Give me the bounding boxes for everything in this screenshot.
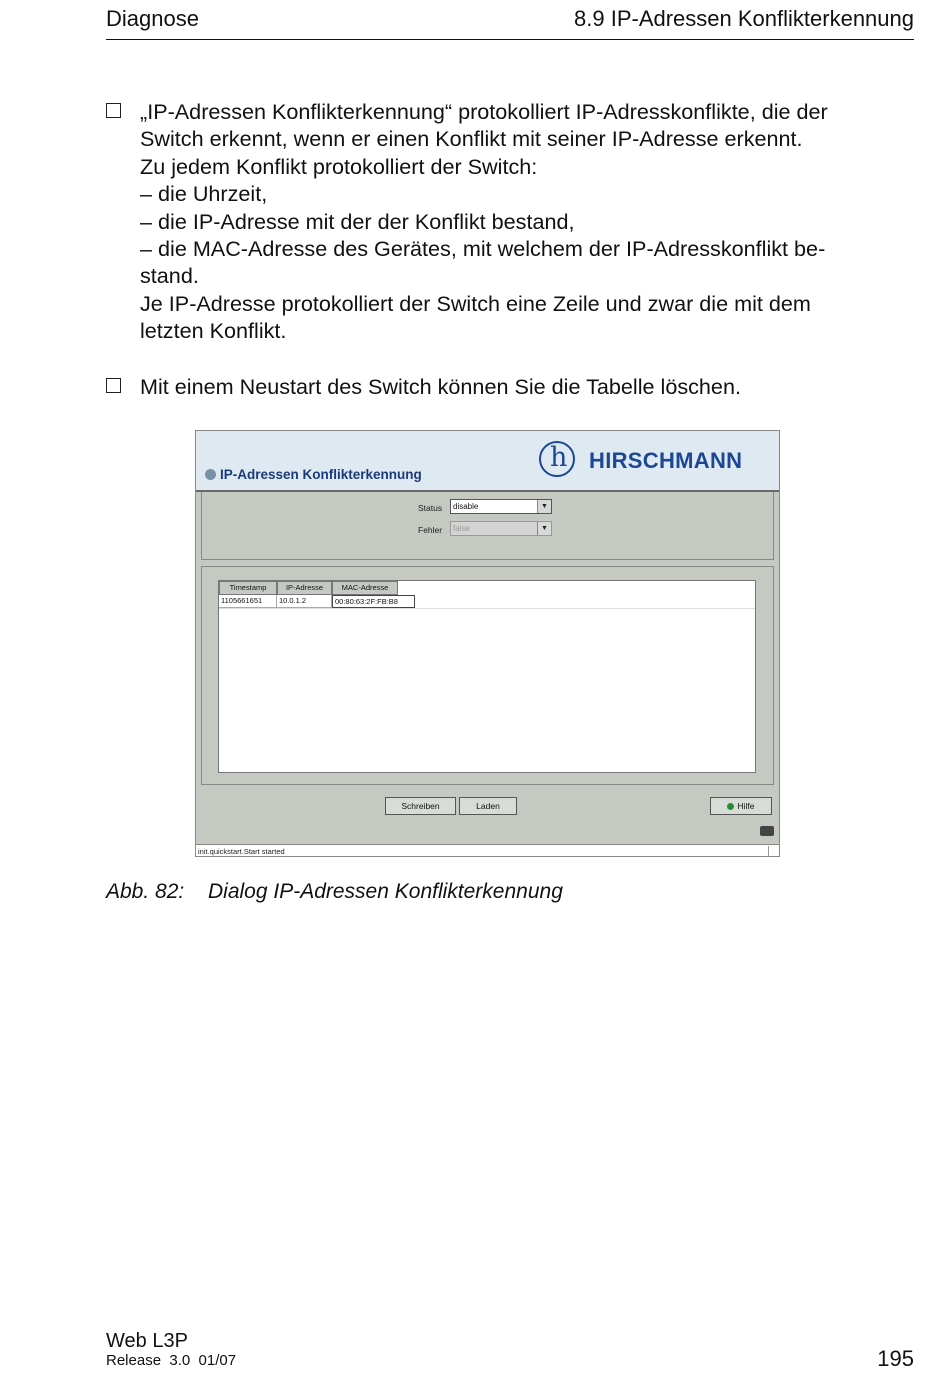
bullet-line: – die IP-Adresse mit der der Konflikt bestand, (140, 208, 575, 234)
bullet-line: letzten Konflikt. (140, 318, 287, 344)
footer-release: Release 3.0 01/07 (106, 1352, 237, 1369)
fehler-label: Fehler (418, 525, 443, 535)
bullet-checkbox-icon (106, 378, 121, 393)
footer-title: Web L3P (106, 1330, 188, 1352)
conflict-table (218, 580, 756, 773)
hirschmann-logo-text: HIRSCHMANN (589, 448, 743, 473)
bullet-line: Switch erkennt, wenn er einen Konflikt mit seiner IP-Adresse erkennt. (140, 126, 803, 152)
chevron-down-icon[interactable]: ▼ (537, 500, 551, 513)
header-rule (106, 39, 914, 40)
table-header-timestamp[interactable]: Timestamp (219, 581, 277, 595)
bullet-item-2 (106, 373, 916, 400)
bullet-line: – die MAC-Adresse des Gerätes, mit welchem der IP-Adresskonflikt be- (140, 236, 826, 262)
resize-grip-icon[interactable] (768, 846, 779, 856)
dialog-title-icon (205, 469, 216, 480)
figure-caption (106, 880, 563, 904)
status-bar-text: init.quickstart.Start started (198, 847, 285, 856)
table-cell[interactable]: 00:80:63:2F:FB:B8 (332, 595, 415, 608)
figure-caption-text: Dialog IP-Adressen Konflikterkennung (208, 880, 563, 903)
chevron-down-icon: ▼ (537, 522, 551, 535)
bullet-text (140, 373, 916, 400)
page-header-section: 8.9 IP-Adressen Konflikterkennung (574, 6, 914, 31)
bullet-line: stand. (140, 263, 199, 289)
table-divider (219, 608, 755, 609)
bullet-line: Mit einem Neustart des Switch können Sie die Tabelle löschen. (140, 374, 741, 399)
table-cell[interactable]: 10.0.1.2 (277, 595, 332, 608)
dialog-header (196, 431, 779, 492)
hirschmann-logo-icon (539, 441, 575, 477)
figure-number: Abb. 82: (106, 880, 185, 903)
dialog-title-text: IP-Adressen Konflikterkennung (220, 467, 422, 482)
settings-form (201, 492, 774, 560)
table-header-ip[interactable]: IP-Adresse (277, 581, 332, 595)
help-button[interactable] (710, 797, 772, 815)
fehler-select-value: false (453, 524, 470, 533)
dialog-title (205, 467, 422, 482)
bullet-item-1 (106, 98, 916, 345)
status-bar (196, 844, 780, 857)
bullet-checkbox-icon (106, 103, 121, 118)
page-number: 195 (877, 1346, 914, 1371)
help-button-label: Hilfe (737, 801, 755, 811)
bullet-line: Je IP-Adresse protokolliert der Switch eine Zeile und zwar die mit dem (140, 290, 811, 316)
status-label: Status (418, 503, 443, 513)
logo-mark: h (550, 442, 568, 473)
help-icon (727, 803, 734, 810)
dialog-screenshot (195, 430, 780, 857)
page-header-chapter: Diagnose (106, 6, 199, 31)
bullet-text (140, 98, 916, 345)
table-cell[interactable]: 1105661651 (219, 595, 277, 608)
conflict-table-frame (201, 566, 774, 785)
write-button[interactable]: Schreiben (385, 797, 456, 815)
status-select-value: disable (453, 502, 479, 511)
status-select[interactable] (450, 499, 552, 514)
bullet-line: Zu jedem Konflikt protokolliert der Switch: (140, 153, 538, 179)
load-button[interactable]: Laden (459, 797, 517, 815)
bullet-line: „IP-Adressen Konflikterkennung“ protokolliert IP-Adresskonflikte, die der (140, 99, 828, 124)
table-header-mac[interactable]: MAC-Adresse (332, 581, 398, 595)
connection-icon (760, 826, 774, 836)
bullet-line: – die Uhrzeit, (140, 181, 268, 207)
fehler-select (450, 521, 552, 536)
